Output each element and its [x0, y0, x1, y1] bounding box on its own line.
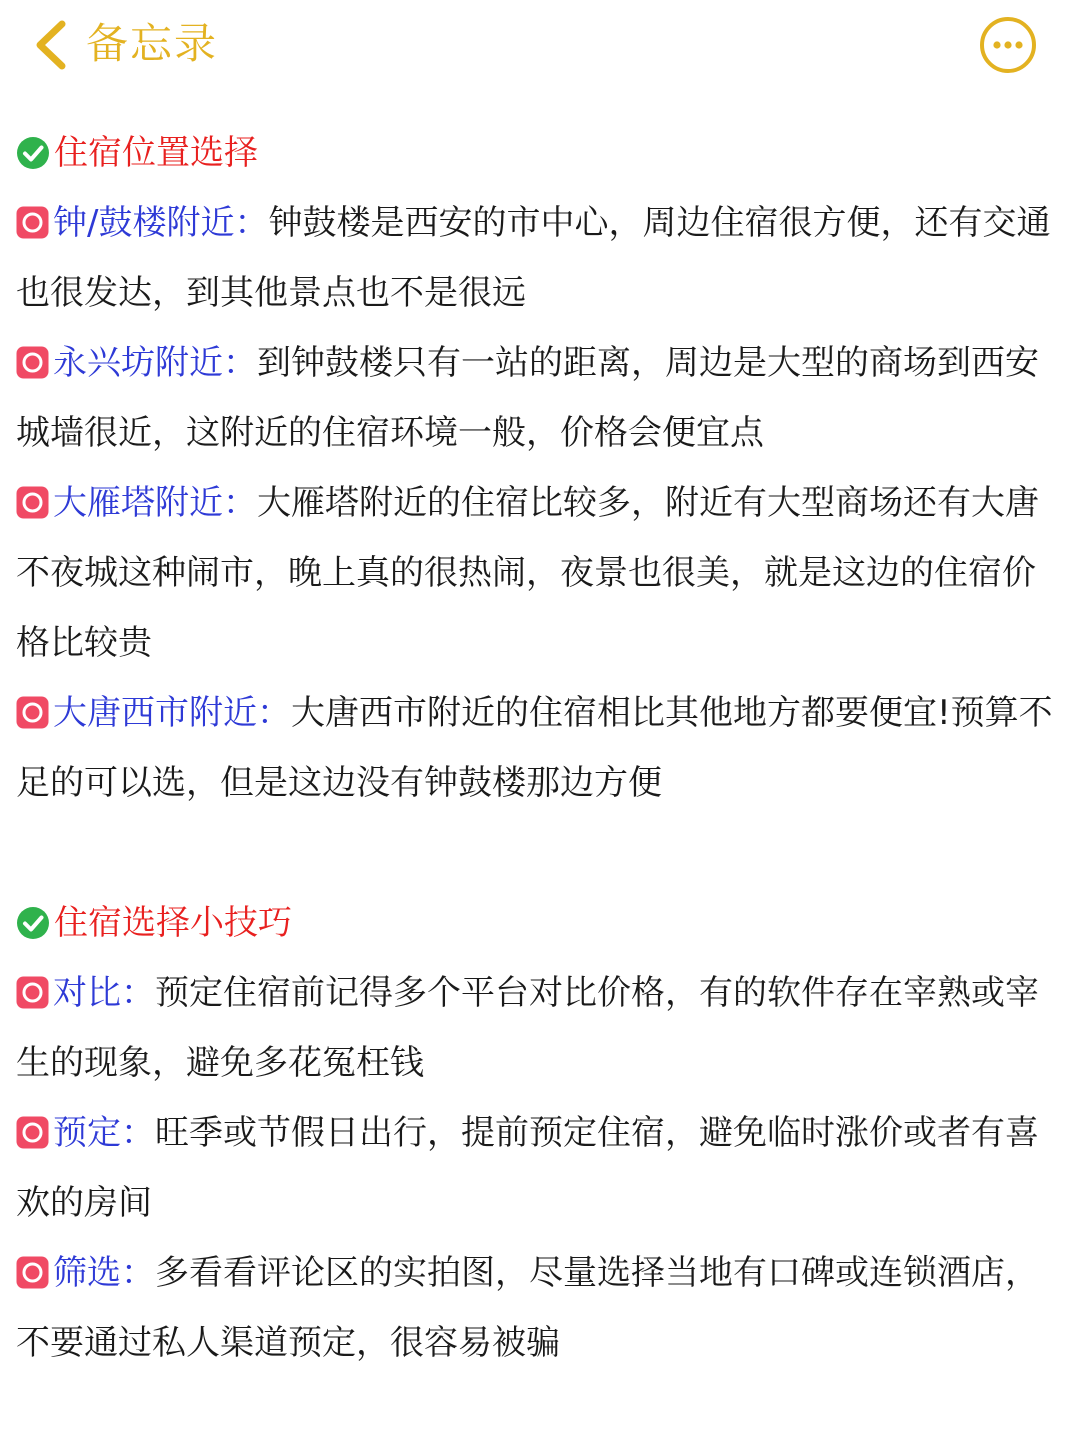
item-label: 预定：	[53, 1113, 155, 1153]
section-tips	[16, 888, 1066, 1378]
item-text: 多看看评论区的实拍图，尽量选择当地有口碑或连锁酒店，不要通过私人渠道预定，很容易被骗	[16, 1253, 1039, 1363]
list-item	[16, 958, 1066, 1098]
back-button[interactable]	[30, 18, 74, 72]
note-content	[16, 118, 1066, 1378]
section-heading-text: 住宿选择小技巧	[54, 903, 292, 943]
list-item	[16, 328, 1066, 468]
item-text: 大雁塔附近的住宿比较多，附近有大型商场还有大唐不夜城这种闹市，晚上真的很热闹，夜景也很美，就是这边的住宿价格比较贵	[16, 483, 1039, 663]
radio-button-icon	[16, 1256, 49, 1289]
item-text: 钟鼓楼是西安的市中心，周边住宿很方便，还有交通也很发达，到其他景点也不是很远	[16, 203, 1051, 313]
item-text: 到钟鼓楼只有一站的距离，周边是大型的商场到西安城墙很近，这附近的住宿环境一般，价格会便宜点	[16, 343, 1039, 453]
section-spacer	[16, 818, 1066, 888]
item-label: 钟/鼓楼附近：	[53, 203, 269, 243]
item-label: 对比：	[53, 973, 155, 1013]
chevron-left-icon	[30, 18, 74, 72]
top-bar	[0, 0, 1080, 95]
item-text: 旺季或节假日出行，提前预定住宿，避免临时涨价或者有喜欢的房间	[16, 1113, 1039, 1223]
radio-button-icon	[16, 976, 49, 1009]
check-icon	[16, 906, 50, 940]
more-options-button[interactable]	[979, 16, 1037, 74]
radio-button-icon	[16, 696, 49, 729]
radio-button-icon	[16, 346, 49, 379]
radio-button-icon	[16, 206, 49, 239]
section-heading-text: 住宿位置选择	[54, 133, 258, 173]
section-heading	[16, 118, 1066, 188]
list-item	[16, 468, 1066, 678]
list-item	[16, 678, 1066, 818]
list-item	[16, 1238, 1066, 1378]
item-label: 筛选：	[53, 1253, 155, 1293]
item-label: 大雁塔附近：	[53, 483, 257, 523]
radio-button-icon	[16, 486, 49, 519]
section-location	[16, 118, 1066, 818]
section-heading	[16, 888, 1066, 958]
more-icon	[979, 16, 1037, 74]
item-text: 大唐西市附近的住宿相比其他地方都要便宜!预算不足的可以选，但是这边没有钟鼓楼那边方便	[16, 693, 1053, 803]
list-item	[16, 1098, 1066, 1238]
page-title: 备忘录	[86, 19, 219, 68]
item-text: 预定住宿前记得多个平台对比价格，有的软件存在宰熟或宰生的现象，避免多花冤枉钱	[16, 973, 1039, 1083]
radio-button-icon	[16, 1116, 49, 1149]
check-icon	[16, 136, 50, 170]
item-label: 永兴坊附近：	[53, 343, 257, 383]
item-label: 大唐西市附近：	[53, 693, 291, 733]
list-item	[16, 188, 1066, 328]
